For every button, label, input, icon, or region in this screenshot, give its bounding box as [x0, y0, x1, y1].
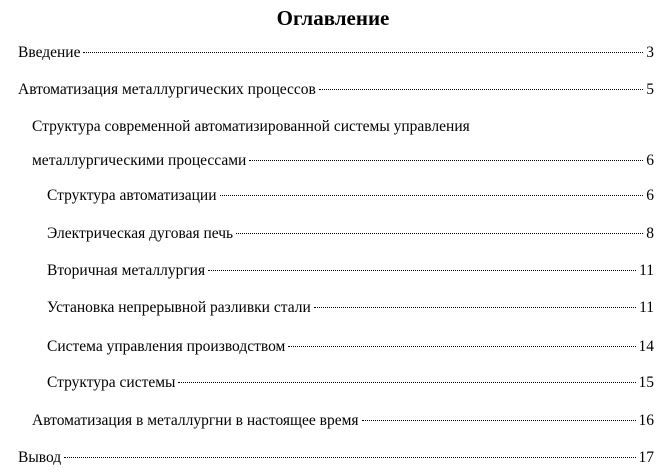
- toc-leader: [83, 52, 643, 53]
- toc-page-number: 6: [646, 152, 654, 169]
- toc-entry-text: Установка непрерывной разливки стали: [47, 299, 311, 316]
- toc-entry-continuous-casting: [47, 298, 654, 318]
- toc-leader: [362, 420, 636, 421]
- toc-page-number: 11: [639, 262, 654, 279]
- toc-leader: [236, 233, 643, 234]
- toc-leader: [314, 307, 636, 308]
- toc-entry-text: Вывод: [18, 449, 62, 466]
- toc-leader: [64, 457, 635, 458]
- toc-entry-arc-furnace: [47, 224, 654, 244]
- toc-entry-text: Электрическая дуговая печь: [47, 225, 234, 242]
- toc-page-number: 3: [646, 44, 654, 61]
- toc-leader: [249, 160, 643, 161]
- toc-entry-text-line2: металлургическими процессами: [32, 152, 247, 169]
- toc-page-number: 14: [638, 338, 654, 355]
- toc-entry-secondary-metallurgy: [47, 261, 654, 281]
- toc-page-number: 6: [646, 187, 654, 204]
- toc-leader: [208, 270, 636, 271]
- toc-page-number: 8: [646, 225, 654, 242]
- toc-entry-text: Автоматизация металлургических процессов: [18, 81, 316, 98]
- toc-title: Оглавление: [276, 6, 390, 30]
- toc-entry-text: Введение: [18, 44, 81, 61]
- toc-leader: [319, 89, 643, 90]
- toc-leader: [178, 382, 635, 383]
- toc-entry-introduction: [18, 43, 654, 63]
- toc-page-number: 11: [639, 299, 654, 316]
- toc-page-number: 15: [638, 374, 654, 391]
- toc-entry-conclusion: [18, 448, 654, 468]
- toc-entry-production-control: [47, 337, 654, 357]
- toc-page-number: 16: [638, 412, 654, 429]
- toc-entry-text: Вторичная металлургия: [47, 262, 206, 279]
- toc-entry-text: Автоматизация в металлургни в настоящее время: [32, 412, 359, 429]
- toc-leader: [288, 346, 635, 347]
- toc-entry-system-structure: [47, 373, 654, 393]
- toc-entry-automation: [18, 80, 654, 100]
- toc-page-number: 5: [646, 81, 654, 98]
- toc-entry-automation-today: [32, 411, 654, 431]
- toc-entry-text: Структура автоматизации: [47, 187, 217, 204]
- toc-entry-structure-modern: [32, 117, 654, 171]
- toc-leader: [220, 195, 644, 196]
- toc-entry-text-line1: Структура современной автоматизированной системы управления: [32, 118, 470, 135]
- toc-entry-text: Структура системы: [47, 374, 176, 391]
- toc-entry-structure-automation: [47, 186, 654, 206]
- toc-page-number: 17: [638, 449, 654, 466]
- toc-entry-text: Система управления производством: [47, 338, 286, 355]
